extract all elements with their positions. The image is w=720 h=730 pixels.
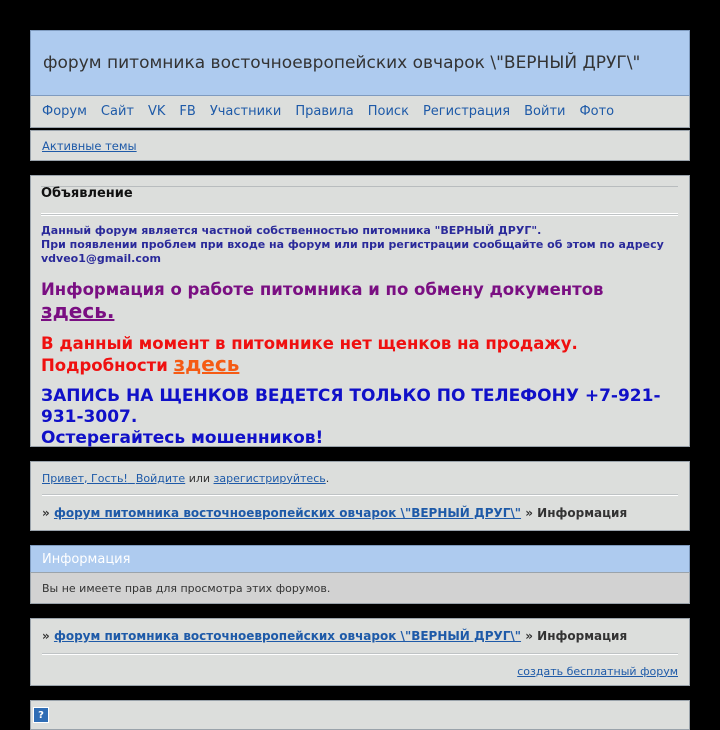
- breadcrumb-forum-link[interactable]: форум питомника восточноевропейских овчарок \"ВЕРНЫЙ ДРУГ\": [53, 506, 522, 520]
- phone-text: ЗАПИСЬ НА ЩЕНКОВ ВЕДЕТСЯ ТОЛЬКО ПО ТЕЛЕФОНУ +7-921-931-3007.: [41, 386, 661, 427]
- create-forum-row: [42, 655, 678, 687]
- dot-text: .: [325, 471, 330, 485]
- forum-title-bar: [30, 30, 690, 96]
- create-forum-link[interactable]: создать бесплатный форум: [517, 664, 678, 678]
- ownership-line: Данный форум является частной собственностью питомника "ВЕРНЫЙ ДРУГ".: [41, 224, 542, 237]
- breadcrumb-bottom: [42, 619, 678, 653]
- details-link[interactable]: здесь: [173, 352, 240, 376]
- or-text: или: [185, 471, 214, 485]
- info-message-box: [30, 572, 690, 604]
- announcement-heading: Объявление: [41, 186, 678, 214]
- nav-members[interactable]: Участники: [209, 104, 282, 119]
- register-link[interactable]: зарегистрируйтесь: [213, 471, 326, 485]
- nav-login[interactable]: Войти: [524, 104, 566, 119]
- divider: [41, 214, 678, 216]
- info-heading: Информация: [42, 551, 131, 567]
- puppies-text: В данный момент в питомнике нет щенков на продажу.: [41, 334, 578, 353]
- main-nav: [30, 96, 690, 128]
- details-text: Подробности: [41, 356, 174, 375]
- puppies-notice: [41, 333, 678, 376]
- announcement-panel: [30, 175, 690, 447]
- active-topics-bar: [30, 130, 690, 161]
- login-link[interactable]: Войдите: [135, 471, 186, 485]
- kennel-info-link[interactable]: здесь.: [41, 299, 115, 323]
- contact-email: vdveo1@gmail.com: [41, 252, 161, 265]
- fraud-warning: Остерегайтесь мошенников!: [41, 428, 324, 448]
- nav-vk[interactable]: VK: [147, 104, 166, 119]
- guest-panel: [30, 461, 690, 531]
- forum-title: форум питомника восточноевропейских овчарок \"ВЕРНЫЙ ДРУГ\": [43, 53, 641, 73]
- bottom-panel: [30, 618, 690, 686]
- breadcrumb-forum-link[interactable]: форум питомника восточноевропейских овчарок \"ВЕРНЫЙ ДРУГ\": [53, 629, 522, 643]
- active-topics-link[interactable]: Активные темы: [42, 138, 137, 153]
- nav-forum[interactable]: Форум: [42, 104, 87, 119]
- breadcrumb-prefix: »: [42, 629, 54, 643]
- breadcrumb-prefix: »: [42, 506, 54, 520]
- help-bar: [30, 700, 690, 730]
- breadcrumb-current: » Информация: [521, 506, 628, 520]
- info-message: Вы не имеете прав для просмотра этих форумов.: [42, 581, 331, 595]
- nav-fb[interactable]: FB: [179, 104, 196, 119]
- info-heading-bar: [30, 545, 690, 572]
- phone-notice: [41, 386, 678, 449]
- nav-site[interactable]: Сайт: [100, 104, 134, 119]
- kennel-info-text: Информация о работе питомника и по обмену документов: [41, 280, 604, 299]
- help-icon[interactable]: ?: [33, 707, 49, 723]
- nav-rules[interactable]: Правила: [295, 104, 354, 119]
- guest-hello-link[interactable]: Привет, Гость!: [42, 471, 128, 485]
- nav-register[interactable]: Регистрация: [422, 104, 511, 119]
- guest-greeting: [42, 462, 678, 494]
- nav-photo[interactable]: Фото: [579, 104, 615, 119]
- nav-search[interactable]: Поиск: [367, 104, 409, 119]
- breadcrumb-current: » Информация: [521, 629, 628, 643]
- problem-line: При появлении проблем при входе на форум или при регистрации сообщайте об этом по адресу: [41, 238, 664, 251]
- ownership-notice: [41, 224, 678, 266]
- kennel-info-line: [41, 280, 678, 323]
- forum-page: [30, 30, 690, 730]
- breadcrumb: [42, 496, 678, 530]
